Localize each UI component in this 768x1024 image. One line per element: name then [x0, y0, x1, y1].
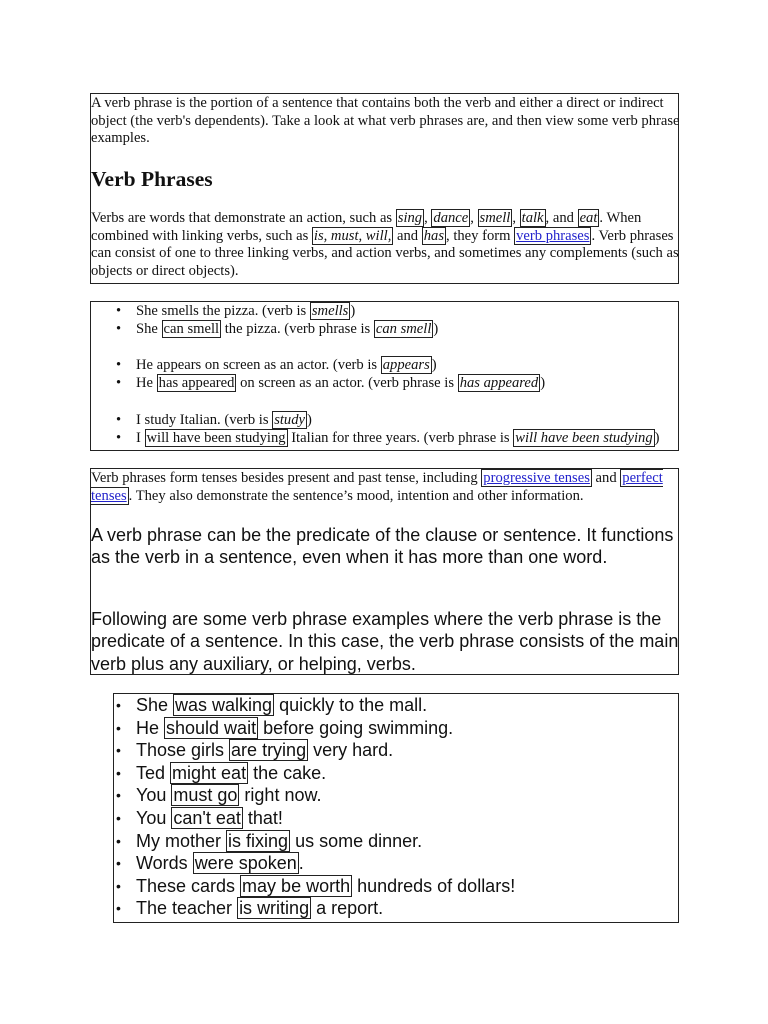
- text-span: hundreds of dollars!: [352, 875, 516, 896]
- verb-phrases-link[interactable]: verb phrases: [516, 227, 590, 244]
- word-talk: talk: [521, 210, 544, 226]
- text-span: . When combined with linking verbs, such as: [91, 210, 642, 244]
- verb-highlight: smells: [311, 303, 349, 319]
- verb-highlight: has appeared: [459, 375, 539, 391]
- verbs-paragraph: Verbs are words that demonstrate an action, such as sing , dance , smell , talk , and eat . When combined with linking verbs, such as is, must, will, and has , they form verb phrases . Verb phrases can consist of one to three linking verbs, and action verbs, and sometimes any complements (such as objects or direct objects).: [91, 210, 679, 279]
- text-span: He: [136, 717, 165, 738]
- text-span: ): [654, 430, 660, 446]
- word-eat: eat: [579, 210, 598, 226]
- bullet-icon: •: [116, 303, 122, 319]
- verb-phrase-box: can smell: [163, 321, 220, 337]
- progressive-tenses-link[interactable]: progressive tenses: [483, 470, 590, 486]
- bullet-icon: •: [116, 877, 121, 894]
- bullet-icon: •: [116, 697, 121, 713]
- example-list-serif: [90, 301, 679, 451]
- text-span: I study Italian. (verb is: [136, 412, 273, 428]
- text-span: ): [431, 357, 437, 373]
- word-smell: smell: [479, 210, 511, 226]
- verb-phrase-box: can't eat: [173, 808, 241, 828]
- text-span: a report.: [311, 898, 384, 919]
- bullet-icon: •: [116, 357, 122, 373]
- text-span: He: [136, 375, 157, 391]
- list-item-text: [136, 694, 427, 716]
- text-span: before going swimming.: [258, 717, 454, 738]
- list-item-text: [136, 411, 312, 429]
- text-span: She: [136, 695, 174, 715]
- intro-paragraph: A verb phrase is the portion of a sentence that contains both the verb and either a direct or indirect object (the verb's dependents). Take a look at what verb phrases are, and then view some verb phrase examples.: [91, 95, 680, 146]
- bullet-icon: •: [116, 810, 121, 826]
- bullet-icon: •: [116, 900, 121, 917]
- text-span: very hard.: [308, 740, 394, 761]
- text-span: ): [433, 321, 439, 337]
- verb-phrase-box: must go: [173, 785, 238, 806]
- bullet-icon: •: [116, 764, 121, 781]
- list-item-text: [136, 784, 321, 806]
- page-heading: Verb Phrases: [91, 167, 213, 191]
- text-span: Ted: [136, 762, 171, 783]
- examples-intro-paragraph: Following are some verb phrase examples where the verb phrase is the predicate of a sentence. In this case, the verb phrase consists of the main verb plus any auxiliary, or helping, verbs.: [91, 609, 679, 674]
- text-span: You: [136, 808, 172, 828]
- perfect-tenses-link[interactable]: perfect tenses: [91, 470, 663, 504]
- bullet-icon: •: [116, 742, 121, 759]
- list-item-text: [136, 762, 326, 784]
- verb-highlight: will have been studying: [515, 430, 653, 446]
- text-span: You: [136, 785, 172, 806]
- list-item-text: [136, 830, 422, 852]
- verb-phrase-box: is writing: [239, 898, 310, 919]
- list-item-text: [136, 739, 393, 761]
- text-span: He appears on screen as an actor. (verb is: [136, 357, 381, 373]
- text-span: Words: [136, 853, 193, 874]
- list-item-text: [136, 302, 355, 320]
- bullet-icon: •: [116, 787, 121, 804]
- text-span: My mother: [136, 830, 227, 851]
- text-span: . Verb phrases can consist of one to three linking verbs, and action verbs, and sometimes any complements (such as objects or direct objects).: [91, 227, 679, 279]
- text-span: Verbs are words that demonstrate an action, such as: [91, 210, 396, 226]
- text-span: and: [549, 210, 578, 226]
- text-span: on screen as an actor. (verb phrase is: [236, 375, 458, 391]
- text-span: the cake.: [248, 762, 327, 783]
- text-span: us some dinner.: [290, 830, 423, 851]
- verb-phrase-box: are trying: [231, 740, 307, 761]
- word-has: has: [423, 227, 445, 244]
- list-item-text: [136, 717, 453, 739]
- verb-phrase-box: should wait: [166, 717, 257, 738]
- text-span: Verb phrases form tenses besides present and past tense, including: [91, 470, 482, 486]
- example-list-sans: [113, 693, 679, 923]
- verb-phrase-box: has appeared: [158, 375, 235, 391]
- word-dance: dance: [433, 210, 469, 226]
- list-item-text: [136, 875, 515, 897]
- bullet-icon: •: [116, 719, 121, 736]
- text-span: the pizza. (verb phrase is: [221, 321, 374, 337]
- text-span: and: [393, 227, 422, 244]
- text-span: ): [540, 375, 546, 391]
- text-span: ): [307, 412, 312, 428]
- text-span: These cards: [136, 875, 241, 896]
- verb-phrase-box: is fixing: [228, 830, 289, 851]
- tenses-paragraph: [91, 470, 680, 505]
- verb-highlight: study: [274, 412, 305, 428]
- verb-highlight: appears: [382, 357, 430, 373]
- verb-highlight: can smell: [375, 321, 432, 337]
- verb-phrase-box: may be worth: [242, 875, 351, 896]
- bullet-icon: •: [116, 832, 121, 849]
- linking-verbs: is, must, will,: [313, 227, 392, 244]
- text-span: ): [350, 303, 356, 319]
- text-span: and: [591, 470, 621, 486]
- text-span: Italian for three years. (verb phrase is: [287, 430, 514, 446]
- list-item-text: [136, 897, 383, 919]
- list-item-text: [136, 807, 283, 829]
- text-span: .: [298, 853, 304, 874]
- text-span: The teacher: [136, 898, 238, 919]
- list-item-text: [136, 374, 545, 392]
- verb-phrase-box: will have been studying: [146, 430, 286, 446]
- text-span: , they form: [446, 227, 515, 244]
- text-span: She: [136, 321, 162, 337]
- bullet-icon: •: [116, 412, 122, 428]
- verb-phrase-box: was walking: [175, 695, 273, 715]
- intro-section: [90, 93, 679, 284]
- word-sing: sing: [397, 210, 423, 226]
- text-span: . They also demonstrate the sentence’s mood, intention and other information.: [128, 487, 584, 504]
- text-span: right now.: [239, 785, 322, 806]
- text-span: Those girls: [136, 740, 230, 761]
- verb-phrase-box: were spoken: [194, 853, 297, 874]
- list-item-text: [136, 429, 660, 447]
- predicate-section: [90, 468, 679, 675]
- text-span: quickly to the mall.: [274, 695, 428, 715]
- bullet-icon: •: [116, 430, 122, 446]
- verb-phrase-box: might eat: [172, 762, 247, 783]
- bullet-icon: •: [116, 375, 122, 391]
- text-span: that!: [242, 808, 283, 828]
- list-item-text: [136, 852, 304, 874]
- predicate-paragraph: A verb phrase can be the predicate of the clause or sentence. It functions as the verb in a sentence, even when it has more than one word.: [91, 525, 674, 568]
- list-item-text: [136, 320, 438, 338]
- list-item-text: [136, 356, 437, 374]
- text-span: She smells the pizza. (verb is: [136, 303, 310, 319]
- text-span: I: [136, 430, 145, 446]
- bullet-icon: •: [116, 321, 122, 337]
- bullet-icon: •: [116, 855, 121, 872]
